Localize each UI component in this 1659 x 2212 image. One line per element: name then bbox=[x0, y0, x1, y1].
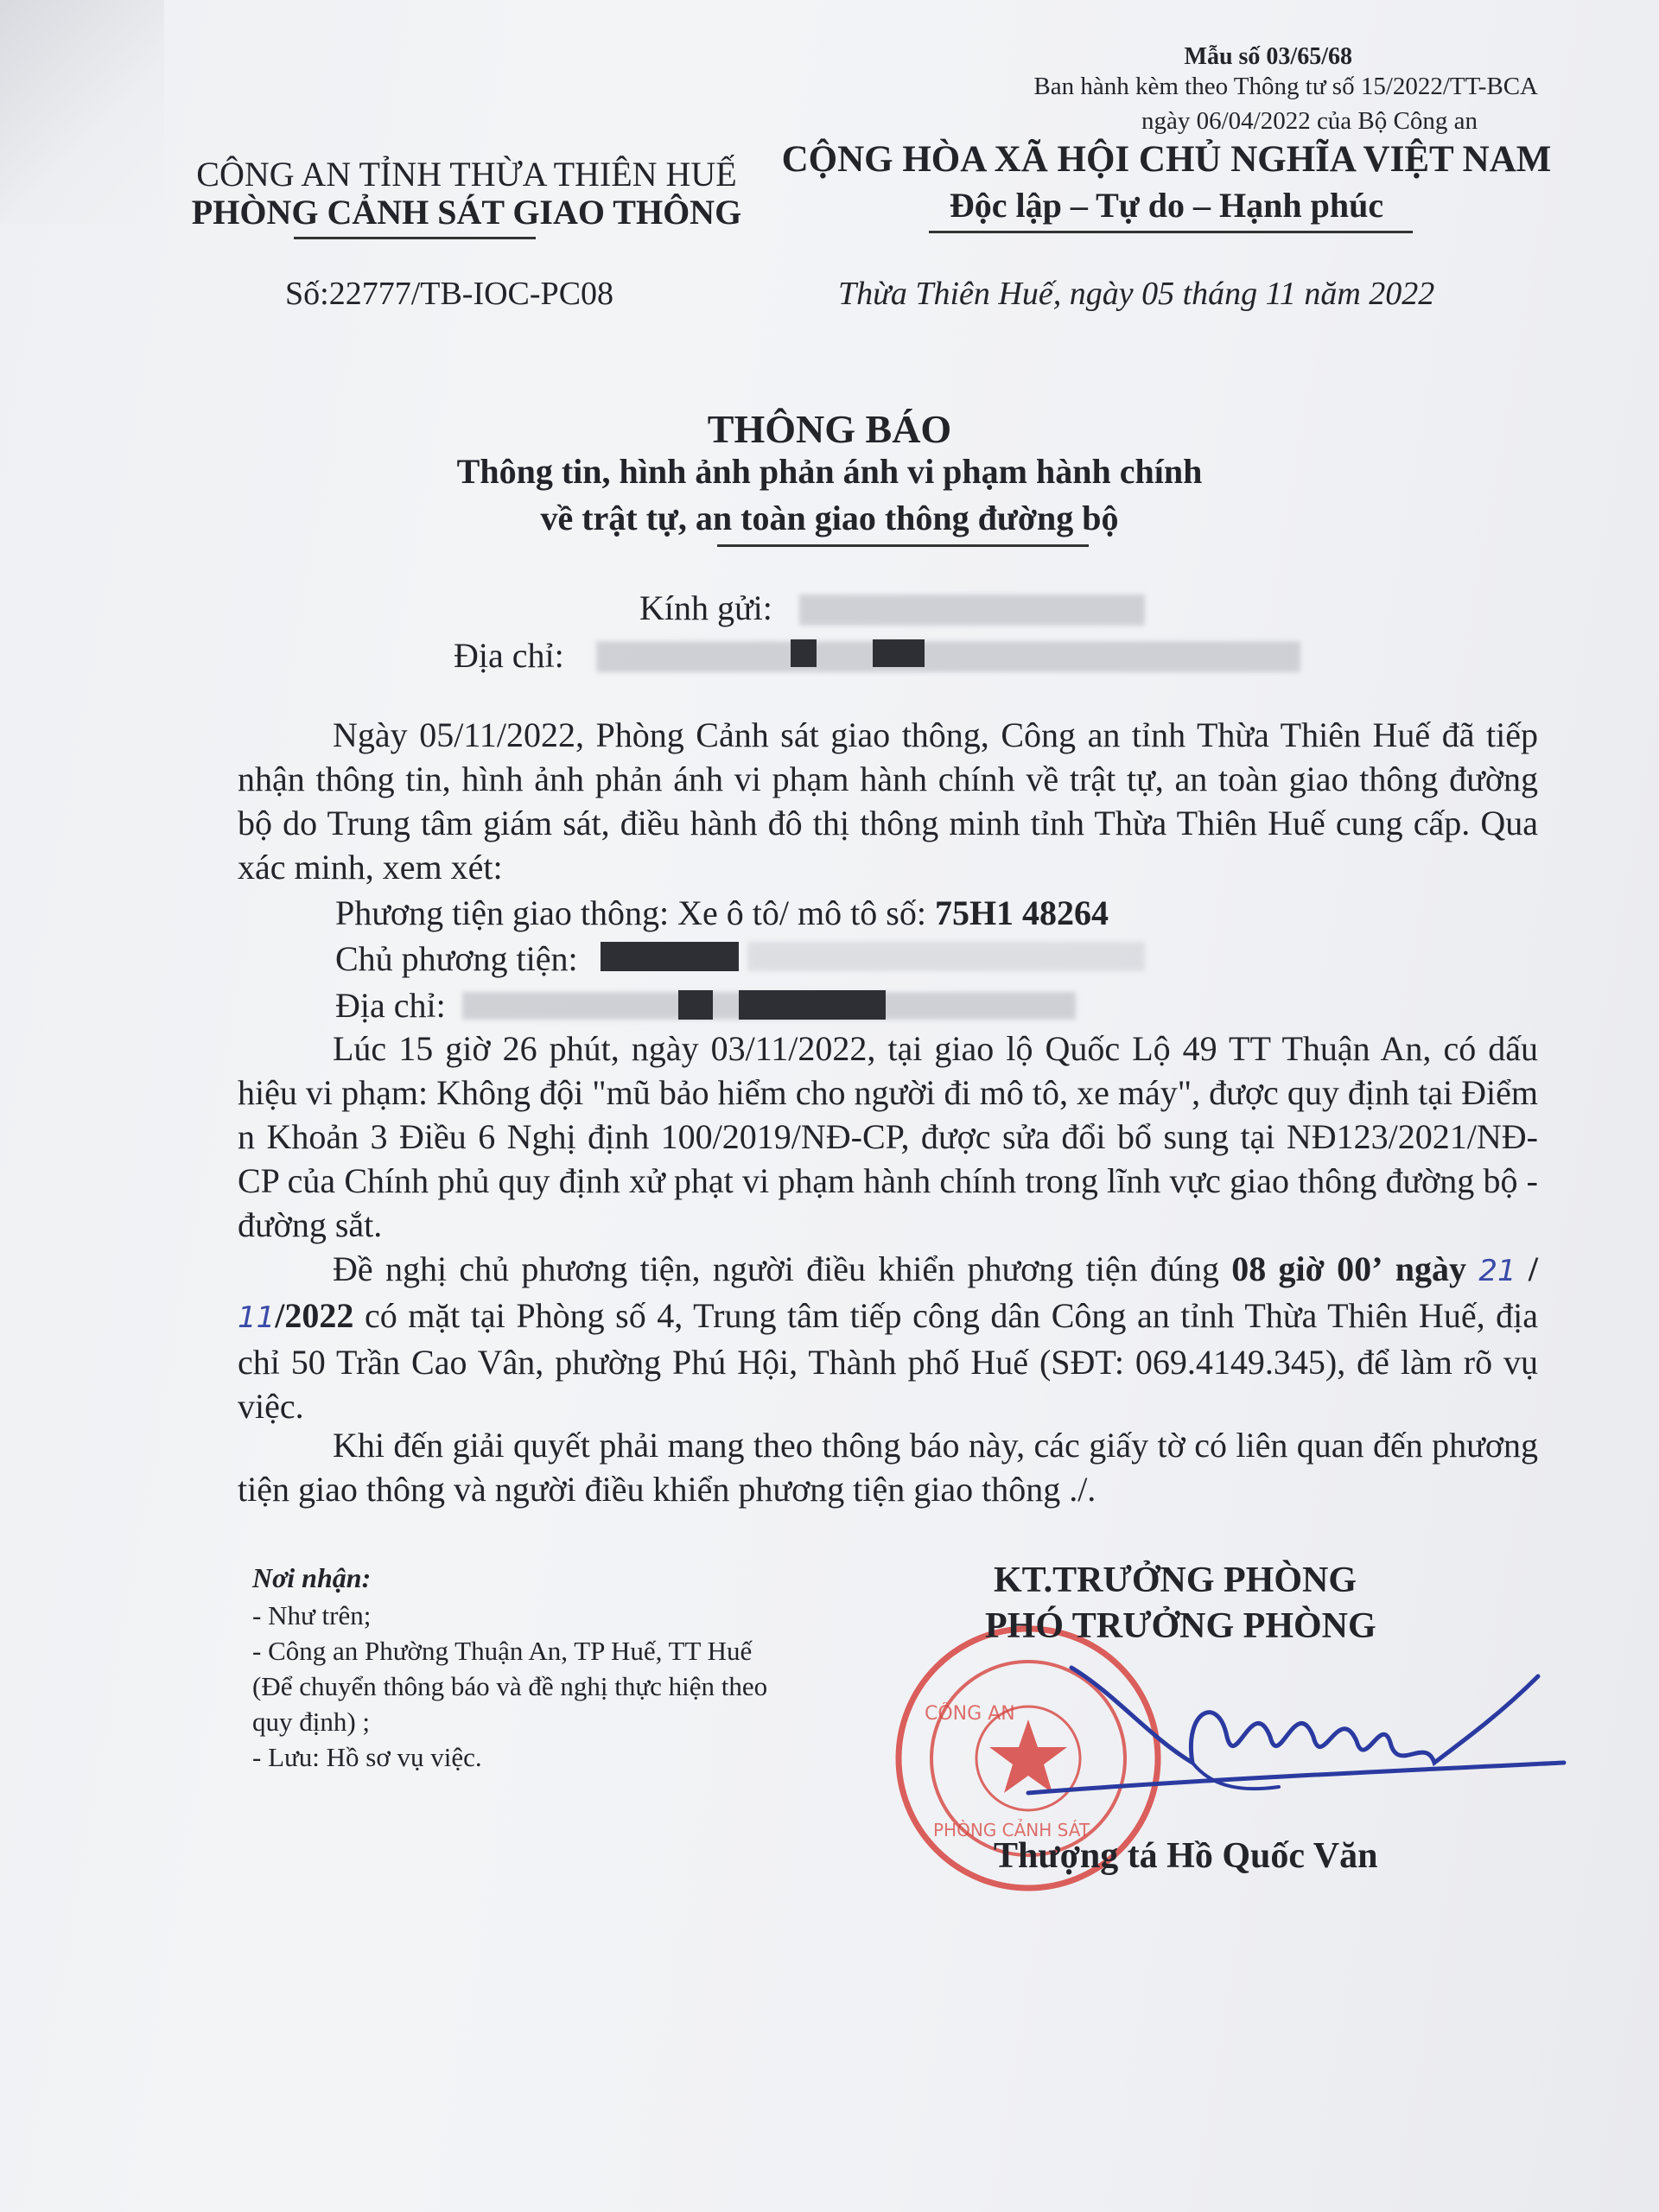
recipient-label: Kính gửi: bbox=[639, 588, 772, 627]
recipient-item: - Như trên; bbox=[252, 1600, 372, 1630]
department-underline bbox=[294, 237, 536, 239]
appointment-time: 08 giờ 00’ bbox=[1231, 1249, 1383, 1288]
document-title: THÔNG BÁO bbox=[707, 407, 952, 451]
date-slash: / bbox=[1528, 1249, 1539, 1288]
issued-with-line1: Ban hành kèm theo Thông tư số 15/2022/TT-BCA bbox=[1033, 73, 1538, 100]
nation-title: CỘNG HÒA XÃ HỘI CHỦ NGHĨA VIỆT NAM bbox=[781, 139, 1552, 180]
paragraph-violation: Lúc 15 giờ 26 phút, ngày 03/11/2022, tại giao lộ Quốc Lộ 49 TT Thuận An, có dấu hiệu vi phạm: Không đội "mũ bảo hiểm cho người đi mô tô, xe máy", được quy định tại Điểm n Khoản 3 Điều 6 Nghị định 100/2019/NĐ-CP, được sửa đổi bổ sung tại NĐ123/2021/NĐ-CP của Chính phủ quy định xử phạt vi phạm hành chính trong lĩnh vực giao thông đường bộ - đường sắt. bbox=[238, 1029, 1538, 1244]
vehicle-label: Phương tiện giao thông: Xe ô tô/ mô tô số: bbox=[335, 893, 926, 932]
redacted-recipient-address bbox=[596, 641, 1300, 672]
place-date: Thừa Thiên Huế, ngày 05 tháng 11 năm 2022 bbox=[838, 276, 1435, 312]
signature-title-line2: PHÓ TRƯỞNG PHÒNG bbox=[985, 1606, 1376, 1646]
request-text: Đề nghị chủ phương tiện, người điều khiển phương tiện đúng bbox=[333, 1249, 1219, 1288]
recipient-item: (Để chuyển thông báo và đề nghị thực hiện theo bbox=[252, 1671, 768, 1701]
appointment-day-label: ngày bbox=[1395, 1249, 1466, 1288]
motto-underline bbox=[929, 231, 1413, 233]
page-fold-shadow bbox=[0, 0, 164, 225]
redacted-owner-name-faint bbox=[747, 942, 1145, 971]
vehicle-line bbox=[335, 893, 1109, 933]
signer-name: Thượng tá Hồ Quốc Văn bbox=[994, 1836, 1378, 1876]
request-location: có mặt tại Phòng số 4, Trung tâm tiếp công dân Công an tỉnh Thừa Thiên Huế, địa chỉ 50 Trần Cao Vân, phường Phú Hội, Thành phố Huế (SĐT: 069.4149.345), để làm rõ vụ việc. bbox=[238, 1296, 1538, 1426]
handwritten-month: 11 bbox=[238, 1300, 276, 1335]
recipients-title: Nơi nhận: bbox=[252, 1562, 372, 1593]
signature-title-line1: KT.TRƯỞNG PHÒNG bbox=[994, 1560, 1357, 1600]
document-subtitle-line2: về trật tự, an toàn giao thông đường bộ bbox=[540, 499, 1119, 537]
recipient-address-label: Địa chỉ: bbox=[454, 636, 564, 675]
svg-text:CÔNG AN: CÔNG AN bbox=[925, 1703, 1015, 1725]
paragraph-receipt: Ngày 05/11/2022, Phòng Cảnh sát giao thông, Công an tỉnh Thừa Thiên Huế đã tiếp nhận thông tin, hình ảnh phản ánh vi phạm hành chính về trật tự, an toàn giao thông đường bộ do Trung tâm giám sát, điều hành đô thị thông minh tỉnh Thừa Thiên Huế cung cấp. Qua xác minh, xem xét: bbox=[238, 715, 1538, 887]
document-subtitle-line1: Thông tin, hình ảnh phản ánh vi phạm hành chính bbox=[456, 452, 1203, 491]
recipient-item: - Công an Phường Thuận An, TP Huế, TT Huế bbox=[252, 1636, 753, 1666]
redaction-block bbox=[791, 639, 817, 667]
document-number: Số:22777/TB-IOC-PC08 bbox=[285, 276, 614, 312]
title-underline bbox=[717, 544, 1089, 547]
redaction-block bbox=[739, 990, 886, 1020]
form-number: Mẫu số 03/65/68 bbox=[1184, 43, 1352, 70]
handwritten-signature bbox=[1020, 1642, 1573, 1840]
redaction-block bbox=[873, 639, 925, 667]
agency-name: CÔNG AN TỈNH THỪA THIÊN HUẾ bbox=[196, 155, 737, 194]
recipient-item: - Lưu: Hồ sơ vụ việc. bbox=[252, 1742, 482, 1772]
paragraph-request bbox=[238, 1247, 1538, 1428]
owner-address-label: Địa chỉ: bbox=[335, 986, 446, 1025]
national-motto: Độc lập – Tự do – Hạnh phúc bbox=[949, 186, 1384, 225]
department-name: PHÒNG CẢNH SÁT GIAO THÔNG bbox=[191, 193, 742, 232]
svg-text:PHÒNG CẢNH SÁT: PHÒNG CẢNH SÁT bbox=[933, 1820, 1090, 1840]
paragraph-instructions: Khi đến giải quyết phải mang theo thông báo này, các giấy tờ có liên quan đến phương tiện giao thông và người điều khiển phương tiện giao thông ./. bbox=[238, 1426, 1538, 1509]
license-plate: 75H1 48264 bbox=[934, 893, 1109, 932]
appointment-year: /2022 bbox=[275, 1296, 354, 1335]
owner-label: Chủ phương tiện: bbox=[335, 939, 578, 978]
redacted-owner-name bbox=[601, 942, 739, 971]
redacted-recipient-name bbox=[799, 594, 1145, 626]
redaction-block bbox=[678, 990, 713, 1020]
handwritten-day: 21 bbox=[1478, 1254, 1516, 1288]
recipient-item: quy định) ; bbox=[252, 1707, 371, 1737]
issued-with-line2: ngày 06/04/2022 của Bộ Công an bbox=[1141, 107, 1478, 135]
